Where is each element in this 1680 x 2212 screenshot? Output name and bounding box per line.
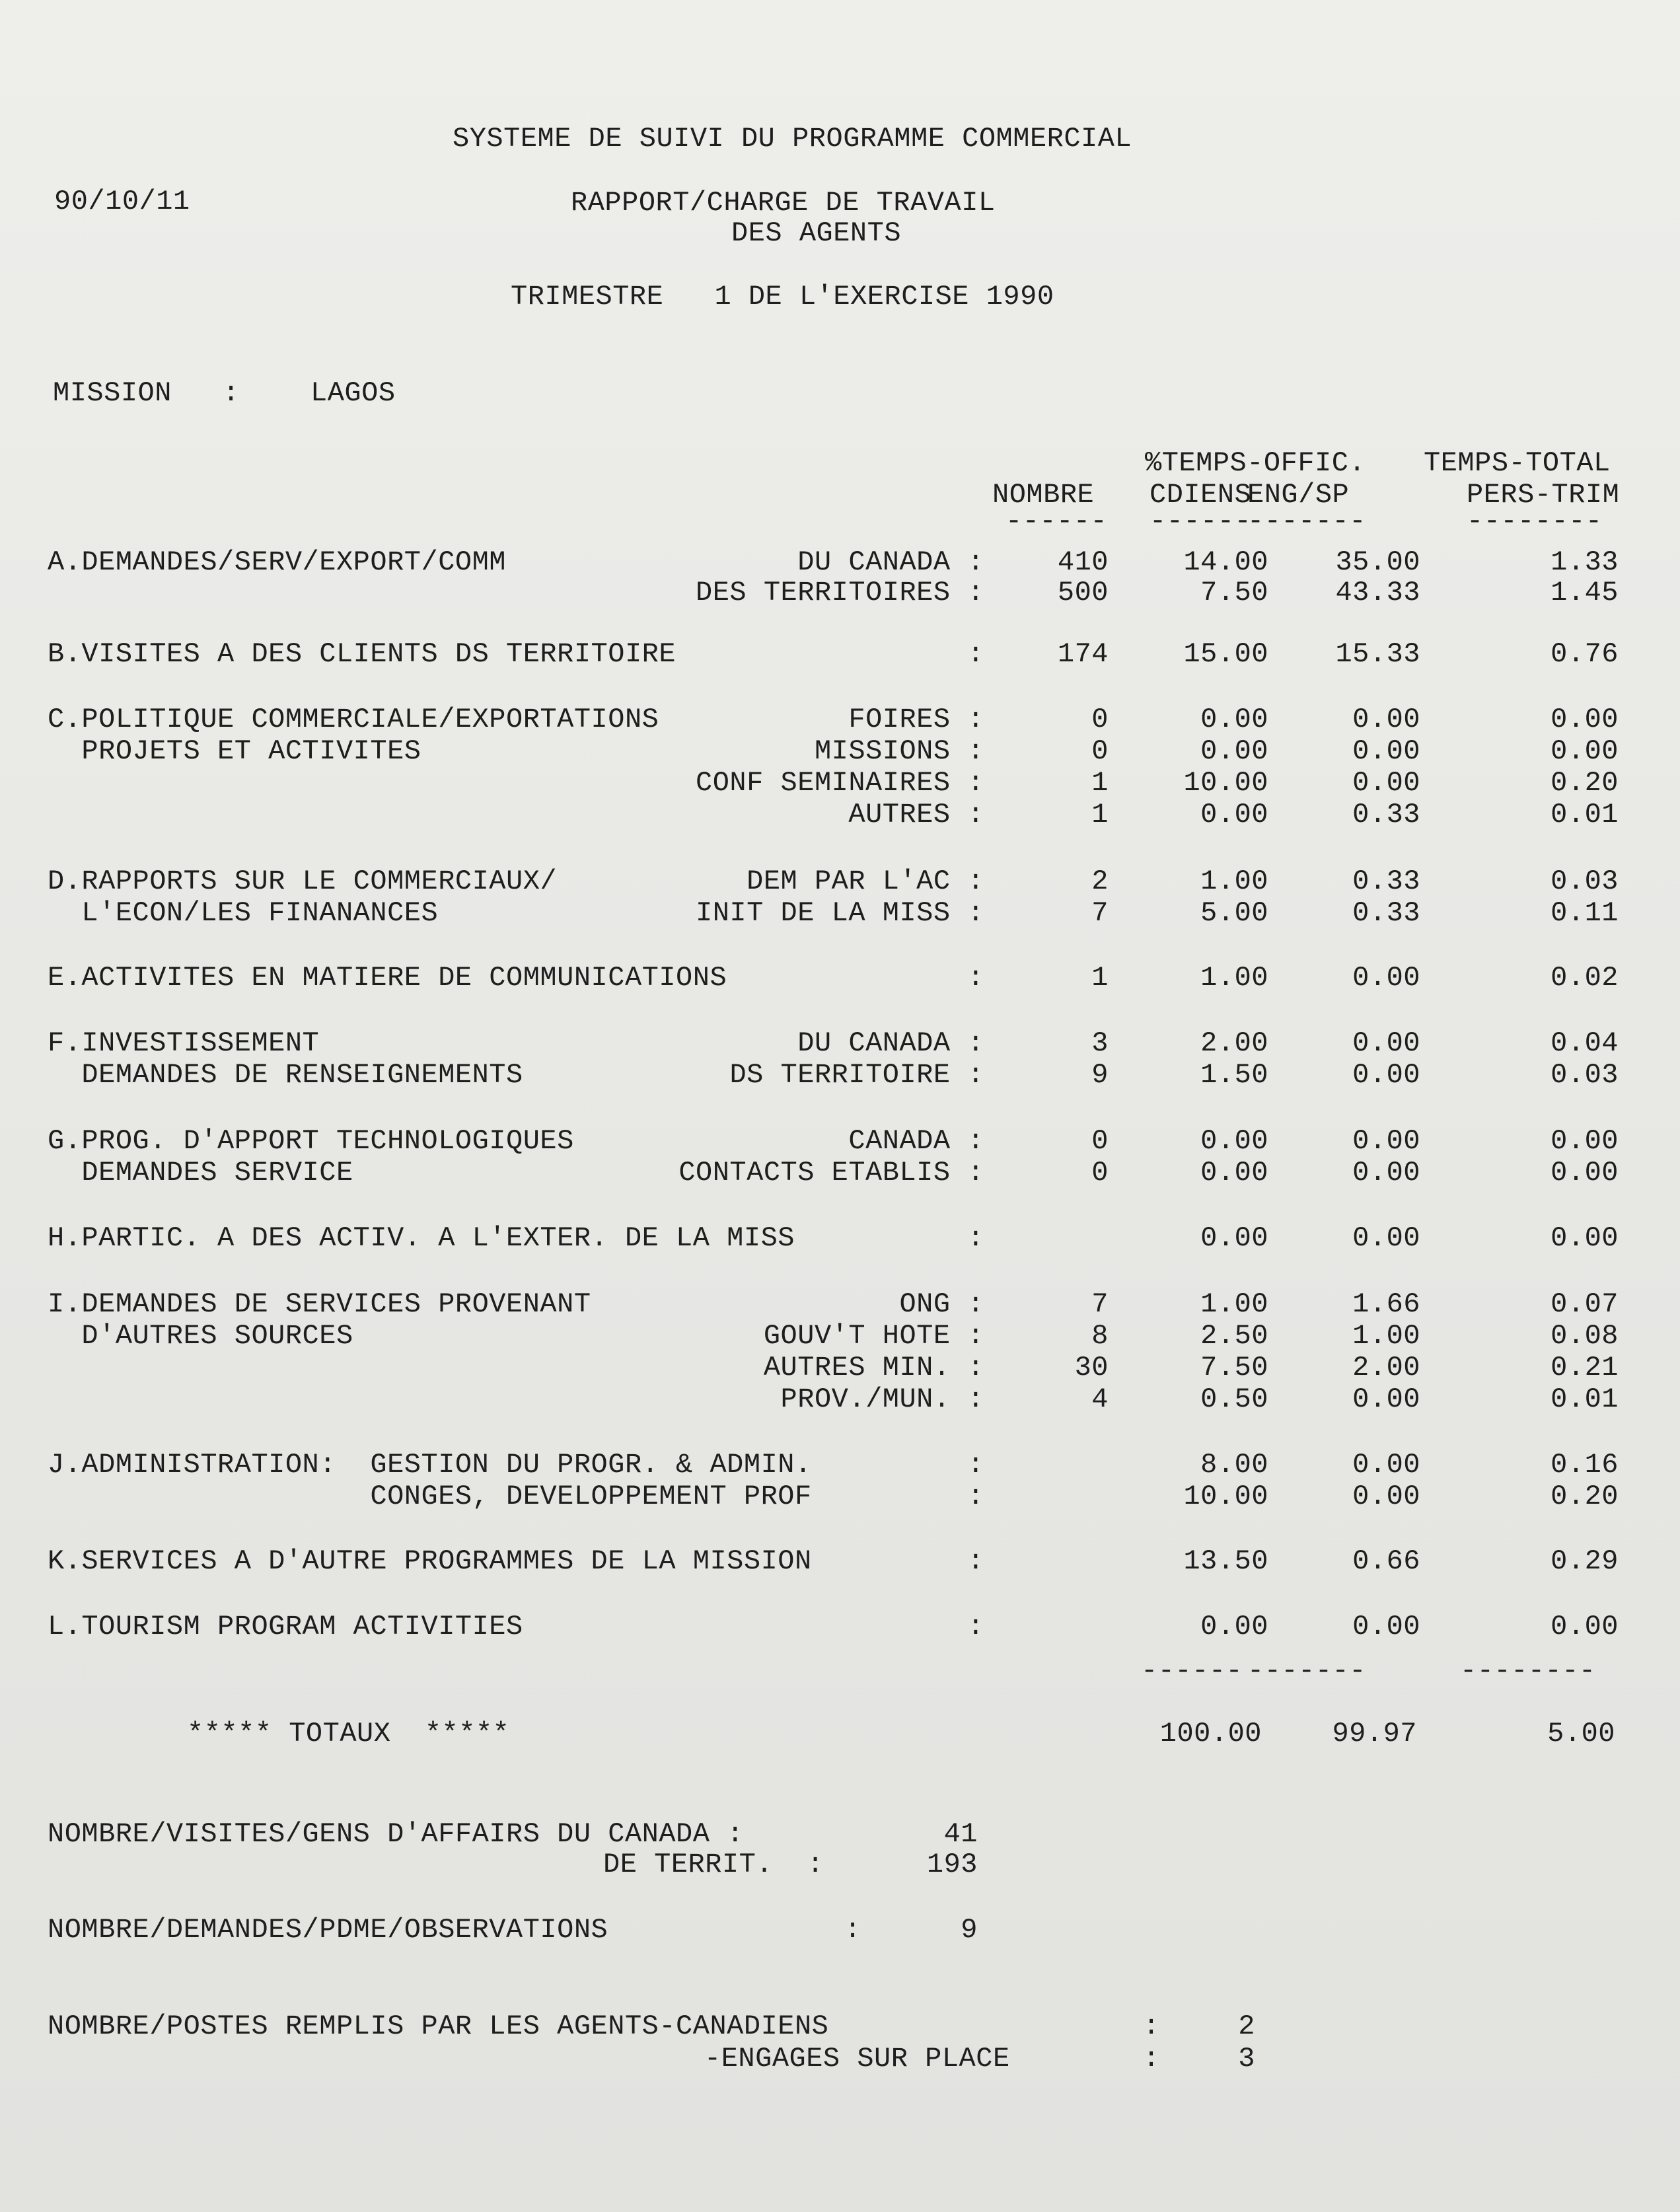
pdme-value: 9 xyxy=(961,1914,978,1946)
row-cdiens: 15.00 xyxy=(1183,638,1268,670)
row-sublabel: : xyxy=(967,1449,984,1481)
row-cdiens: 10.00 xyxy=(1183,1481,1268,1512)
row-nombre: 30 xyxy=(1074,1352,1109,1383)
row-sublabel: AUTRES : xyxy=(848,799,984,830)
row-label: DEMANDES SERVICE xyxy=(48,1157,353,1189)
report-date: 90/10/11 xyxy=(54,186,190,217)
row-engsp: 0.00 xyxy=(1352,1125,1420,1157)
col-rule-cdiens: ------ xyxy=(1150,505,1252,537)
col-rule-pers-trim: -------- xyxy=(1467,505,1603,537)
row-pers-trim: 0.21 xyxy=(1551,1352,1619,1383)
row-pers-trim: 0.02 xyxy=(1551,962,1619,994)
row-sublabel: FOIRES : xyxy=(848,704,984,735)
row-label: E.ACTIVITES EN MATIERE DE COMMUNICATIONS xyxy=(48,962,727,994)
postes-label: NOMBRE/POSTES REMPLIS PAR LES AGENTS-CANADIENS xyxy=(48,2010,829,2042)
totals-rule-pers: -------- xyxy=(1460,1655,1596,1687)
row-engsp: 43.33 xyxy=(1335,577,1420,608)
col-rule-engsp: ------- xyxy=(1247,505,1366,537)
row-cdiens: 1.00 xyxy=(1200,962,1268,994)
row-cdiens: 0.00 xyxy=(1200,1611,1268,1642)
row-sublabel: MISSIONS : xyxy=(814,735,984,767)
row-nombre: 500 xyxy=(1057,577,1109,608)
visites-territ-label: DE TERRIT. : xyxy=(603,1849,824,1880)
row-engsp: 0.00 xyxy=(1352,1449,1420,1481)
row-cdiens: 0.00 xyxy=(1200,1125,1268,1157)
row-sublabel: GOUV'T HOTE : xyxy=(763,1320,984,1352)
row-cdiens: 2.00 xyxy=(1200,1027,1268,1059)
row-nombre: 0 xyxy=(1091,735,1109,767)
row-engsp: 0.66 xyxy=(1352,1545,1420,1577)
row-engsp: 0.00 xyxy=(1352,1383,1420,1415)
row-cdiens: 8.00 xyxy=(1200,1449,1268,1481)
row-pers-trim: 0.00 xyxy=(1551,1125,1619,1157)
row-sublabel: CANADA : xyxy=(848,1125,984,1157)
row-engsp: 0.00 xyxy=(1352,962,1420,994)
row-cdiens: 10.00 xyxy=(1183,767,1268,799)
row-sublabel: ONG : xyxy=(899,1288,984,1320)
row-pers-trim: 0.00 xyxy=(1551,1222,1619,1254)
row-label: H.PARTIC. A DES ACTIV. A L'EXTER. DE LA MISS xyxy=(48,1222,795,1254)
col-header-engsp: ENG/SP xyxy=(1247,479,1350,511)
col-group-pct-temps: %TEMPS-OFFIC. xyxy=(1145,447,1366,479)
row-pers-trim: 1.45 xyxy=(1551,577,1619,608)
row-engsp: 15.33 xyxy=(1335,638,1420,670)
row-nombre: 0 xyxy=(1091,704,1109,735)
row-label: PROJETS ET ACTIVITES xyxy=(48,735,421,767)
row-pers-trim: 0.04 xyxy=(1551,1027,1619,1059)
visites-canada-value: 41 xyxy=(943,1818,978,1850)
visites-label: NOMBRE/VISITES/GENS D'AFFAIRS DU CANADA : xyxy=(48,1818,744,1850)
postes-canadiens-value: 2 xyxy=(1238,2010,1255,2042)
row-cdiens: 14.00 xyxy=(1183,546,1268,578)
row-nombre: 7 xyxy=(1091,1288,1109,1320)
pdme-label: NOMBRE/DEMANDES/PDME/OBSERVATIONS xyxy=(48,1914,608,1946)
row-nombre: 1 xyxy=(1091,799,1109,830)
report-title-line2: DES AGENTS xyxy=(731,217,902,249)
row-sublabel: DU CANADA : xyxy=(797,546,984,578)
row-engsp: 2.00 xyxy=(1352,1352,1420,1383)
row-cdiens: 0.00 xyxy=(1200,799,1268,830)
report-title-line1: RAPPORT/CHARGE DE TRAVAIL xyxy=(571,187,996,219)
row-nombre: 9 xyxy=(1091,1059,1109,1091)
visites-territ-value: 193 xyxy=(926,1849,978,1880)
col-rule-nombre: ------ xyxy=(1005,505,1108,537)
engages-label: -ENGAGES SUR PLACE xyxy=(704,2043,1010,2075)
row-cdiens: 0.50 xyxy=(1200,1383,1268,1415)
engages-colon: : xyxy=(1143,2043,1160,2075)
row-label: L'ECON/LES FINANANCES xyxy=(48,897,439,929)
row-label: J.ADMINISTRATION: GESTION DU PROGR. & ADMIN. xyxy=(48,1449,812,1481)
row-label: F.INVESTISSEMENT xyxy=(48,1027,320,1059)
row-label: C.POLITIQUE COMMERCIALE/EXPORTATIONS xyxy=(48,704,659,735)
postes-place-value: 3 xyxy=(1238,2043,1255,2075)
col-header-pers-trim: PERS-TRIM xyxy=(1467,479,1620,511)
row-cdiens: 0.00 xyxy=(1200,704,1268,735)
row-cdiens: 1.50 xyxy=(1200,1059,1268,1091)
row-pers-trim: 1.33 xyxy=(1551,546,1619,578)
row-cdiens: 0.00 xyxy=(1200,735,1268,767)
row-sublabel: INIT DE LA MISS : xyxy=(696,897,984,929)
row-label: I.DEMANDES DE SERVICES PROVENANT xyxy=(48,1288,591,1320)
row-pers-trim: 0.20 xyxy=(1551,1481,1619,1512)
row-label: D'AUTRES SOURCES xyxy=(48,1320,353,1352)
row-engsp: 0.00 xyxy=(1352,1481,1420,1512)
row-cdiens: 0.00 xyxy=(1200,1157,1268,1189)
row-cdiens: 5.00 xyxy=(1200,897,1268,929)
col-group-temps-total: TEMPS-TOTAL xyxy=(1424,447,1611,479)
row-label: DEMANDES DE RENSEIGNEMENTS xyxy=(48,1059,523,1091)
row-nombre: 1 xyxy=(1091,962,1109,994)
row-cdiens: 2.50 xyxy=(1200,1320,1268,1352)
row-nombre: 1 xyxy=(1091,767,1109,799)
row-engsp: 0.00 xyxy=(1352,735,1420,767)
col-header-cdiens: CDIENS xyxy=(1150,479,1252,511)
row-cdiens: 1.00 xyxy=(1200,866,1268,897)
row-engsp: 0.00 xyxy=(1352,1027,1420,1059)
row-nombre: 174 xyxy=(1057,638,1109,670)
row-pers-trim: 0.03 xyxy=(1551,866,1619,897)
row-label: A.DEMANDES/SERV/EXPORT/COMM xyxy=(48,546,507,578)
totals-cdiens: 100.00 xyxy=(1159,1718,1262,1750)
row-pers-trim: 0.11 xyxy=(1551,897,1619,929)
row-sublabel: PROV./MUN. : xyxy=(780,1383,984,1415)
row-pers-trim: 0.07 xyxy=(1551,1288,1619,1320)
row-pers-trim: 0.00 xyxy=(1551,704,1619,735)
totals-engsp: 99.97 xyxy=(1332,1718,1417,1750)
row-pers-trim: 0.00 xyxy=(1551,735,1619,767)
system-title: SYSTEME DE SUIVI DU PROGRAMME COMMERCIAL xyxy=(453,123,1132,155)
row-engsp: 1.66 xyxy=(1352,1288,1420,1320)
row-sublabel: DS TERRITOIRE : xyxy=(729,1059,984,1091)
totals-label: ***** TOTAUX ***** xyxy=(187,1718,510,1750)
row-sublabel: DES TERRITOIRES : xyxy=(696,577,984,608)
row-nombre: 2 xyxy=(1091,866,1109,897)
row-pers-trim: 0.01 xyxy=(1551,799,1619,830)
mission-label: MISSION : xyxy=(53,377,240,409)
row-engsp: 0.00 xyxy=(1352,1611,1420,1642)
row-nombre: 0 xyxy=(1091,1157,1109,1189)
row-nombre: 0 xyxy=(1091,1125,1109,1157)
quarter-line: TRIMESTRE 1 DE L'EXERCISE 1990 xyxy=(511,281,1054,313)
row-engsp: 0.00 xyxy=(1352,767,1420,799)
row-sublabel: CONTACTS ETABLIS : xyxy=(678,1157,984,1189)
pdme-colon: : xyxy=(844,1914,861,1946)
row-engsp: 0.00 xyxy=(1352,1222,1420,1254)
row-engsp: 0.33 xyxy=(1352,799,1420,830)
row-nombre: 4 xyxy=(1091,1383,1109,1415)
row-label: D.RAPPORTS SUR LE COMMERCIAUX/ xyxy=(48,866,558,897)
row-cdiens: 1.00 xyxy=(1200,1288,1268,1320)
totals-pers: 5.00 xyxy=(1547,1718,1615,1750)
row-pers-trim: 0.76 xyxy=(1551,638,1619,670)
row-nombre: 3 xyxy=(1091,1027,1109,1059)
row-engsp: 0.33 xyxy=(1352,897,1420,929)
row-sublabel: : xyxy=(967,1545,984,1577)
row-cdiens: 7.50 xyxy=(1200,577,1268,608)
row-sublabel: : xyxy=(967,962,984,994)
row-engsp: 0.00 xyxy=(1352,1059,1420,1091)
col-header-nombre: NOMBRE xyxy=(992,479,1095,511)
row-sublabel: CONF SEMINAIRES : xyxy=(696,767,984,799)
row-engsp: 0.00 xyxy=(1352,1157,1420,1189)
row-label: L.TOURISM PROGRAM ACTIVITIES xyxy=(48,1611,523,1642)
row-engsp: 35.00 xyxy=(1335,546,1420,578)
mission-value: LAGOS xyxy=(310,377,396,409)
row-pers-trim: 0.08 xyxy=(1551,1320,1619,1352)
row-nombre: 7 xyxy=(1091,897,1109,929)
row-engsp: 0.00 xyxy=(1352,704,1420,735)
row-sublabel: : xyxy=(967,638,984,670)
row-pers-trim: 0.01 xyxy=(1551,1383,1619,1415)
row-pers-trim: 0.20 xyxy=(1551,767,1619,799)
row-label: CONGES, DEVELOPPEMENT PROF xyxy=(48,1481,812,1512)
totals-rule-engsp: ------- xyxy=(1247,1655,1366,1687)
row-sublabel: AUTRES MIN. : xyxy=(763,1352,984,1383)
row-label: G.PROG. D'APPORT TECHNOLOGIQUES xyxy=(48,1125,574,1157)
row-sublabel: DU CANADA : xyxy=(797,1027,984,1059)
totals-rule-cdiens: ------ xyxy=(1141,1655,1243,1687)
row-sublabel: DEM PAR L'AC : xyxy=(747,866,984,897)
row-sublabel: : xyxy=(967,1611,984,1642)
row-pers-trim: 0.16 xyxy=(1551,1449,1619,1481)
postes-colon: : xyxy=(1143,2010,1160,2042)
row-pers-trim: 0.03 xyxy=(1551,1059,1619,1091)
row-engsp: 1.00 xyxy=(1352,1320,1420,1352)
row-pers-trim: 0.00 xyxy=(1551,1611,1619,1642)
row-cdiens: 0.00 xyxy=(1200,1222,1268,1254)
row-nombre: 8 xyxy=(1091,1320,1109,1352)
row-sublabel: : xyxy=(967,1481,984,1512)
row-engsp: 0.33 xyxy=(1352,866,1420,897)
row-pers-trim: 0.00 xyxy=(1551,1157,1619,1189)
row-sublabel: : xyxy=(967,1222,984,1254)
row-cdiens: 13.50 xyxy=(1183,1545,1268,1577)
row-label: K.SERVICES A D'AUTRE PROGRAMMES DE LA MISSION xyxy=(48,1545,812,1577)
row-cdiens: 7.50 xyxy=(1200,1352,1268,1383)
row-pers-trim: 0.29 xyxy=(1551,1545,1619,1577)
row-nombre: 410 xyxy=(1057,546,1109,578)
row-label: B.VISITES A DES CLIENTS DS TERRITOIRE xyxy=(48,638,676,670)
